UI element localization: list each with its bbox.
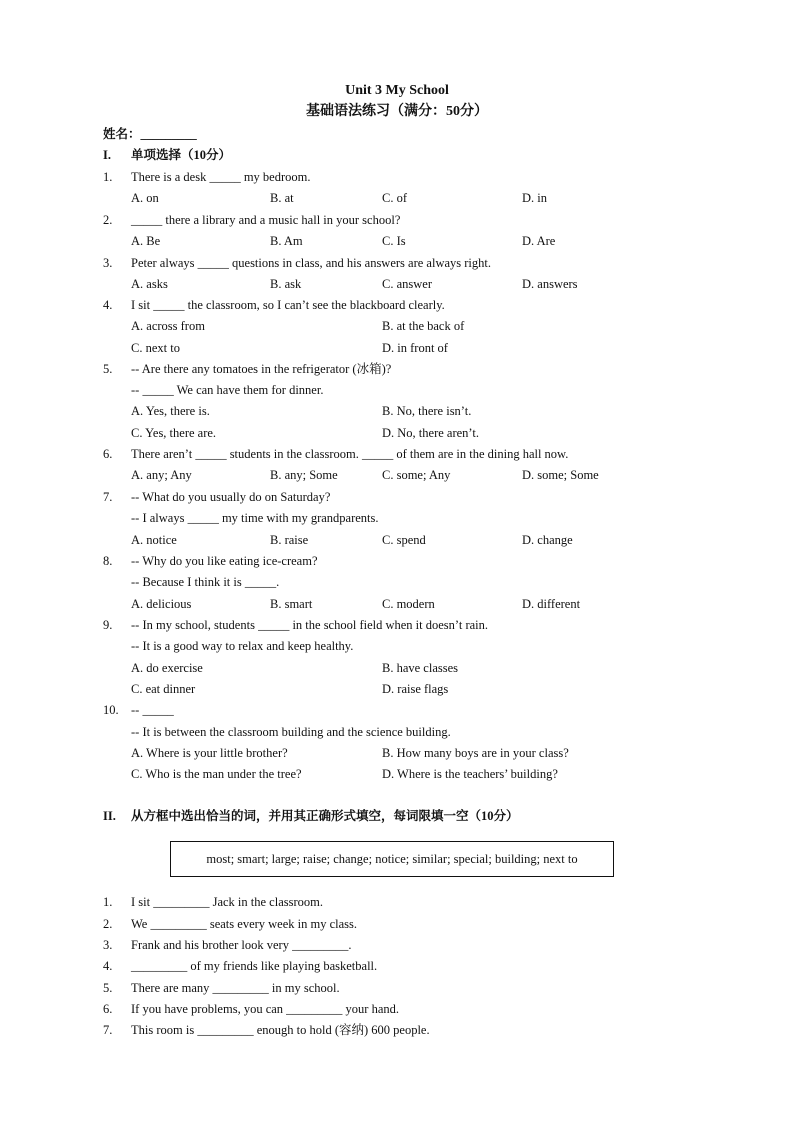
fill-blank-number: 5. [103, 981, 113, 995]
question-stem: -- It is a good way to relax and keep healthy. [131, 639, 354, 653]
option-a: A. any; Any [131, 468, 192, 482]
fill-blank-number: 1. [103, 895, 113, 909]
word-bank-text: most; smart; large; raise; change; notice; similar; special; building; next to [206, 851, 578, 866]
option-b: B. at [270, 191, 294, 205]
option-c: C. Who is the man under the tree? [131, 767, 302, 781]
option-a: A. delicious [131, 597, 192, 611]
option-c: C. answer [382, 277, 432, 291]
option-c: C. Yes, there are. [131, 426, 217, 440]
option-c: C. modern [382, 597, 435, 611]
option-d: D. Are [522, 234, 556, 248]
option-d: D. raise flags [382, 682, 449, 696]
fill-blank-number: 3. [103, 938, 113, 952]
fill-blank-sentence: _________ of my friends like playing basketball. [131, 959, 378, 973]
option-b: B. ask [270, 277, 302, 291]
fill-blank-number: 2. [103, 917, 113, 931]
question-stem: There is a desk _____ my bedroom. [131, 170, 311, 184]
fill-blank-sentence: Frank and his brother look very _________. [131, 938, 352, 952]
fill-blank-sentence: This room is _________ enough to hold (容纳) 600 people. [131, 1023, 430, 1037]
option-b: B. No, there isn’t. [382, 404, 472, 418]
word-bank-box [170, 841, 614, 877]
option-d: D. in [522, 191, 547, 205]
fill-blank-sentence: We _________ seats every week in my class. [131, 917, 358, 931]
option-a: A. notice [131, 533, 177, 547]
question-number: 10. [103, 703, 119, 717]
option-a: A. asks [131, 277, 168, 291]
option-a: A. Yes, there is. [131, 404, 210, 418]
fill-blank-number: 4. [103, 959, 113, 973]
page-subtitle: 基础语法练习（满分：50分） [306, 104, 488, 119]
question-stem: -- What do you usually do on Saturday? [131, 490, 331, 504]
option-c: C. of [382, 191, 407, 205]
option-a: A. Where is your little brother? [131, 746, 288, 760]
section2-number: II. [103, 809, 116, 823]
option-d: D. different [522, 597, 581, 611]
option-b: B. smart [270, 597, 313, 611]
section2-heading: 从方框中选出恰当的词，并用其正确形式填空，每词限填一空（10分） [131, 809, 519, 823]
option-b: B. any; Some [270, 468, 338, 482]
question-number: 7. [103, 490, 113, 504]
option-d: D. No, there aren’t. [382, 426, 479, 440]
question-stem: -- I always _____ my time with my grandparents. [131, 511, 379, 525]
fill-blank-sentence: There are many _________ in my school. [131, 981, 340, 995]
option-a: A. Be [131, 234, 161, 248]
fill-blank-sentence: If you have problems, you can _________ your hand. [131, 1002, 399, 1016]
fill-blank-number: 6. [103, 1002, 113, 1016]
question-stem: There aren’t _____ students in the classroom. _____ of them are in the dining hall now. [131, 447, 569, 461]
option-a: A. across from [131, 319, 205, 333]
question-stem: -- Are there any tomatoes in the refrigerator (冰箱)? [131, 362, 392, 376]
option-a: A. on [131, 191, 159, 205]
question-stem: _____ there a library and a music hall in your school? [131, 213, 401, 227]
question-number: 3. [103, 256, 113, 270]
option-c: C. next to [131, 341, 180, 355]
option-c: C. eat dinner [131, 682, 196, 696]
option-c: C. spend [382, 533, 426, 547]
question-number: 2. [103, 213, 113, 227]
option-a: A. do exercise [131, 661, 203, 675]
option-c: C. Is [382, 234, 406, 248]
option-d: D. some; Some [522, 468, 599, 482]
option-d: D. in front of [382, 341, 448, 355]
question-number: 9. [103, 618, 113, 632]
option-b: B. raise [270, 533, 309, 547]
option-b: B. How many boys are in your class? [382, 746, 569, 760]
question-number: 6. [103, 447, 113, 461]
option-d: D. change [522, 533, 573, 547]
question-stem: -- _____ [131, 703, 174, 717]
option-c: C. some; Any [382, 468, 451, 482]
page-title: Unit 3 My School [345, 83, 449, 98]
fill-blank-sentence: I sit _________ Jack in the classroom. [131, 895, 323, 909]
question-number: 8. [103, 554, 113, 568]
question-stem: -- _____ We can have them for dinner. [131, 383, 324, 397]
question-stem: -- Because I think it is _____. [131, 575, 280, 589]
fill-blank-number: 7. [103, 1023, 113, 1037]
option-b: B. have classes [382, 661, 459, 675]
question-stem: -- It is between the classroom building and the science building. [131, 725, 451, 739]
question-stem: -- In my school, students _____ in the school field when it doesn’t rain. [131, 618, 489, 632]
section1-number: I. [103, 148, 111, 162]
question-number: 5. [103, 362, 113, 376]
question-stem: Peter always _____ questions in class, and his answers are always right. [131, 256, 491, 270]
question-number: 1. [103, 170, 113, 184]
section1-heading: 单项选择（10分） [131, 148, 232, 162]
question-stem: -- Why do you like eating ice-cream? [131, 554, 318, 568]
option-d: D. Where is the teachers’ building? [382, 767, 558, 781]
option-d: D. answers [522, 277, 578, 291]
option-b: B. at the back of [382, 319, 465, 333]
question-stem: I sit _____ the classroom, so I can’t see the blackboard clearly. [131, 298, 445, 312]
name-label: 姓名：_________ [103, 127, 197, 141]
question-number: 4. [103, 298, 113, 312]
option-b: B. Am [270, 234, 303, 248]
